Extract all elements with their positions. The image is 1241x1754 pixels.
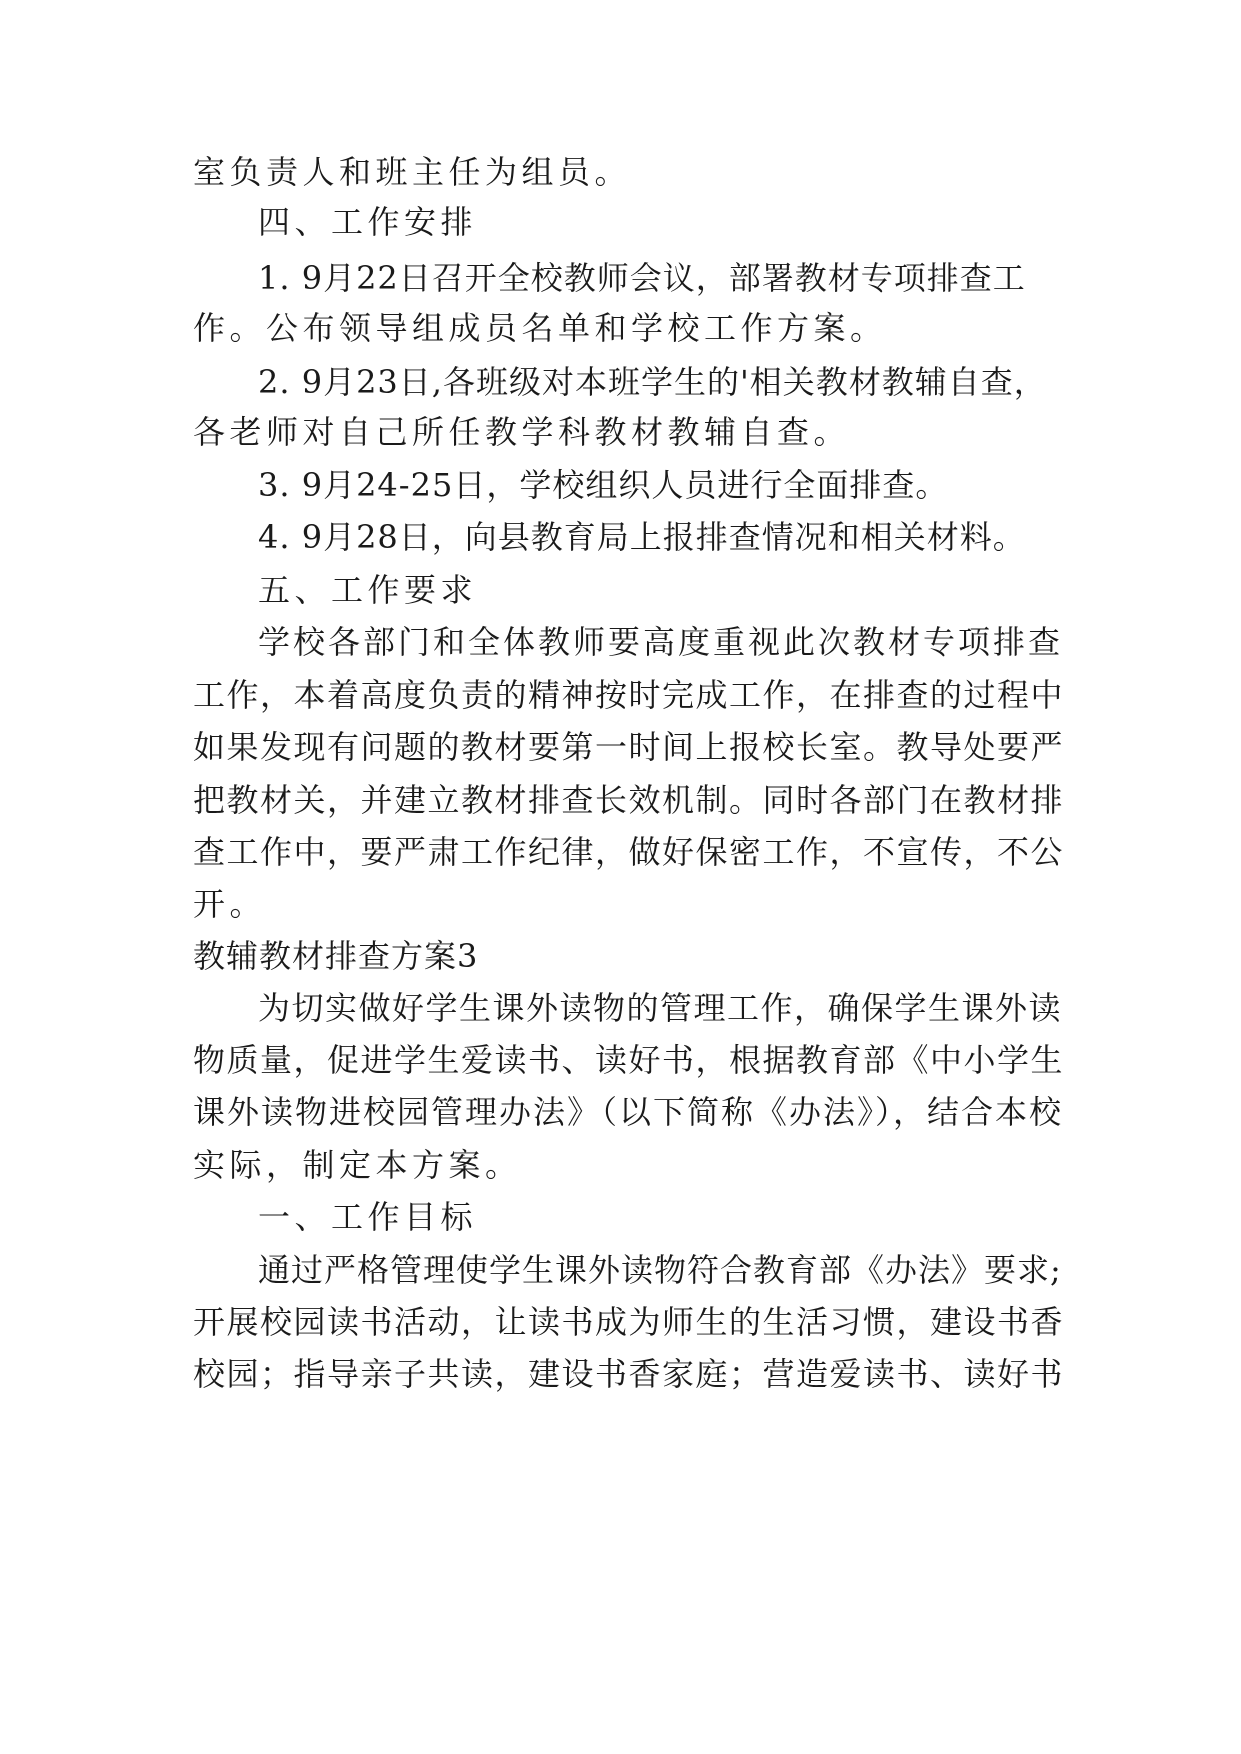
- body-text-line: 通过严格管理使学生课外读物符合教育部《办法》要求;: [258, 1251, 1062, 1289]
- body-text-line: 作。公布领导组成员名单和学校工作方案。: [193, 309, 887, 347]
- body-text-line: 把教材关，并建立教材排查长效机制。同时各部门在教材排: [193, 781, 1065, 819]
- body-text-line: 课外读物进校园管理办法》（以下简称《办法》），结合本校: [193, 1093, 1064, 1131]
- body-text-line: 实际，制定本方案。: [193, 1146, 522, 1184]
- list-item-4: 4. 9月28日，向县教育局上报排查情况和相关材料。: [258, 518, 1026, 556]
- section-heading-work-requirements: 五、工作要求: [258, 571, 478, 609]
- document-subtitle: 教辅教材排查方案3: [193, 937, 479, 975]
- body-text-line: 室负责人和班主任为组员。: [193, 153, 632, 191]
- list-item-1: 1. 9月22日召开全校教师会议，部署教材专项排查工: [258, 259, 1026, 297]
- body-text-line: 如果发现有问题的教材要第一时间上报校长室。教导处要严: [193, 728, 1065, 766]
- section-heading-work-goals: 一、工作目标: [258, 1198, 478, 1236]
- body-text-line: 开展校园读书活动，让读书成为师生的生活习惯，建设书香: [193, 1303, 1065, 1341]
- body-text-line: 物质量，促进学生爱读书、读好书，根据教育部《中小学生: [193, 1041, 1065, 1079]
- list-item-2: 2. 9月23日,各班级对本班学生的'相关教材教辅自查，: [258, 363, 1047, 401]
- body-text-line: 学校各部门和全体教师要高度重视此次教材专项排查: [258, 623, 1064, 661]
- body-text-line: 各老师对自己所任教学科教材教辅自查。: [193, 413, 851, 451]
- body-text-line: 查工作中，要严肃工作纪律，做好保密工作，不宣传，不公: [193, 833, 1065, 871]
- body-text-line: 工作，本着高度负责的精神按时完成工作，在排查的过程中: [193, 676, 1065, 714]
- list-item-3: 3. 9月24-25日，学校组织人员进行全面排查。: [258, 466, 949, 504]
- body-text-line: 开。: [193, 885, 267, 923]
- section-heading-work-arrangement: 四、工作安排: [258, 203, 478, 241]
- body-text-line: 校园；指导亲子共读，建设书香家庭；营造爱读书、读好书: [193, 1355, 1065, 1393]
- body-text-line: 为切实做好学生课外读物的管理工作，确保学生课外读: [258, 989, 1063, 1027]
